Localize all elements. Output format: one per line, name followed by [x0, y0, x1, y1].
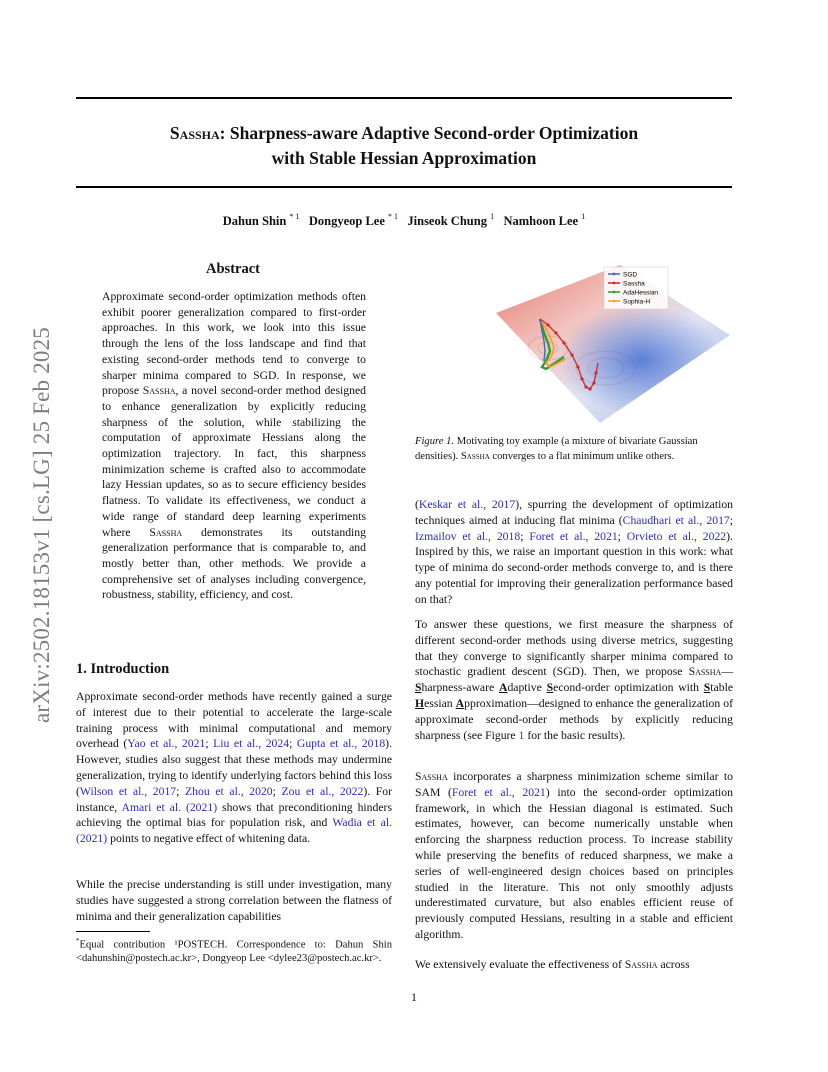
citation-link[interactable]: Wadia et al. (2021) — [76, 816, 392, 846]
citation-link[interactable]: Gupta et al., 2018 — [296, 737, 386, 751]
figure-reference-link[interactable]: 1 — [518, 728, 525, 742]
legend-sophia: Sophia-H — [623, 298, 651, 306]
legend-sassha: Sassha — [623, 280, 645, 288]
author-1: Dahun Shin $^{* 1}$ — [222, 212, 300, 228]
citation-link[interactable]: Yao et al., 2021 — [127, 737, 206, 751]
right-paragraph-1: (Keskar et al., 2017), spurring the development of optimization techniques aimed at inducing flat minima (Chaudhari et al., 2017; Izmailov et al., 2018; Foret et al., 2021; Orvieto et al., 2022). Inspired by this, we raise an important question in this work: what type of minima do second-order methods converge to, and is there any potential for improving their generalization performance based on that? — [415, 498, 734, 606]
footnote-rule — [76, 931, 150, 932]
author-2: Dongyeop Lee $^{* 1}$ — [308, 212, 399, 228]
citation-link[interactable]: Foret et al., 2021 — [529, 529, 618, 543]
paper-title — [76, 121, 732, 171]
footnote: *Equal contribution ¹POSTECH. Correspondence to: Dahun Shin <dahunshin@postech.ac.kr>, Dongyeop Lee <dylee23@postech.ac.kr>. — [76, 937, 392, 965]
arxiv-sidebar — [22, 290, 62, 760]
citation-link[interactable]: Orvieto et al., 2022 — [626, 529, 727, 543]
right-paragraph-2: To answer these questions, we first measure the sharpness of different second-order methods using diverse metrics, suggesting that they converge to significantly sharper minima compared to stochastic gradient descent (SGD). Then, we propose Sassha—Sharpness-aware Adaptive Second-order optimization with Stable Hessian Approximation—designed to enhance the generalization of approximate second-order methods by explicitly reducing sharpness (see Figure 1 for the basic results). — [415, 618, 734, 742]
abstract-body: Approximate second-order optimization methods often exhibit poorer generalization compared to first-order approaches. In this work, we look into this issue through the lens of the loss landscape and find that existing second-order methods tend to converge to sharper minima compared to SGD. In response, we propose Sassha, a novel second-order method designed to enhance generalization by explicitly reducing sharpness of the solution, while stabilizing the computation of approximate Hessians along the optimization trajectory. In fact, this sharpness minimization scheme is crafted also to accommodate lazy Hessian updates, so as to secure efficiency besides flatness. To validate its effectiveness, we conduct a wide range of standard deep learning experiments where Sassha demonstrates its outstanding generalization performance that is comparable to, and mostly better than, other methods. We provide a comprehensive set of analyses including convergence, robustness, stability, efficiency, and cost. — [102, 290, 366, 602]
arxiv-id: arXiv:2502.18153v1 [cs.LG] 25 Feb 2025 — [29, 327, 54, 723]
legend-sgd: SGD — [623, 271, 638, 279]
author-3: Jinseok Chung $^1$ — [407, 212, 495, 228]
author-list — [76, 214, 732, 229]
right-paragraph-4: We extensively evaluate the effectiveness of Sassha across — [415, 958, 690, 971]
page-number: 1 — [411, 990, 417, 1004]
author-4: Namhoon Lee $^1$ — [503, 212, 586, 228]
citation-link[interactable]: Zhou et al., 2020 — [185, 784, 273, 798]
citation-link[interactable]: Izmailov et al., 2018 — [415, 529, 521, 543]
figure-1-caption: Figure 1. Motivating toy example (a mixture of bivariate Gaussian densities). Sassha converges to a flat minimum unlike others. — [415, 436, 698, 462]
figure-legend — [604, 267, 668, 309]
title-line1: : Sharpness-aware Adaptive Second-order Optimization — [219, 123, 639, 143]
right-paragraph-3: Sassha incorporates a sharpness minimization scheme similar to SAM (Foret et al., 2021) into the second-order optimization framework, in which the Hessian diagonal is estimated. Such estimates, however, can become numerically unstable when enforcing the sharpness reduction process. To increase stability while preserving the benefits of reduced sharpness, we make a series of well-engineered design choices based on principles studied in the literature. This not only smoothly adjusts underestimated curvature, but also enables efficient reuse of previously computed Hessians, resulting in a stable and efficient algorithm. — [415, 770, 733, 941]
figure-1-toy-landscape — [478, 263, 738, 428]
citation-link[interactable]: Chaudhari et al., 2017 — [622, 513, 730, 527]
title-bottom-rule — [76, 186, 732, 188]
title-top-rule — [76, 97, 732, 99]
abstract-heading: Abstract — [206, 261, 260, 277]
citation-link[interactable]: Zou et al., 2022 — [281, 784, 364, 798]
title-line2: with Stable Hessian Approximation — [271, 148, 537, 168]
citation-link[interactable]: Wilson et al., 2017 — [79, 784, 177, 798]
intro-paragraph-1: Approximate second-order methods have recently gained a surge of interest due to their potential to accelerate the large-scale training process with minimal computational and memory overhead (Yao et al., 2021; Liu et al., 2024; Gupta et al., 2018). However, studies also suggest that these methods may undermine generalization, trying to identify underlying factors behind this loss (Wilson et al., 2017; Zhou et al., 2020; Zou et al., 2022). For instance, Amari et al. (2021) shows that preconditioning hinders achieving the optimal bias for population risk, and Wadia et al. (2021) points to negative effect of whitening data. — [76, 690, 392, 846]
section-heading-introduction: 1. Introduction — [76, 661, 170, 677]
citation-link[interactable]: Liu et al., 2024 — [213, 737, 290, 751]
title-method-name: Sassha — [169, 123, 220, 143]
citation-link[interactable]: Foret et al., 2021 — [451, 785, 546, 799]
citation-link[interactable]: Amari et al. (2021) — [121, 800, 218, 814]
legend-adahessian: AdaHessian — [623, 289, 659, 297]
intro-paragraph-2: While the precise understanding is still under investigation, many studies have suggested a strong correlation between the flatness of minima and their generalization capabilities — [76, 878, 392, 923]
citation-link[interactable]: Keskar et al., 2017 — [418, 498, 516, 511]
